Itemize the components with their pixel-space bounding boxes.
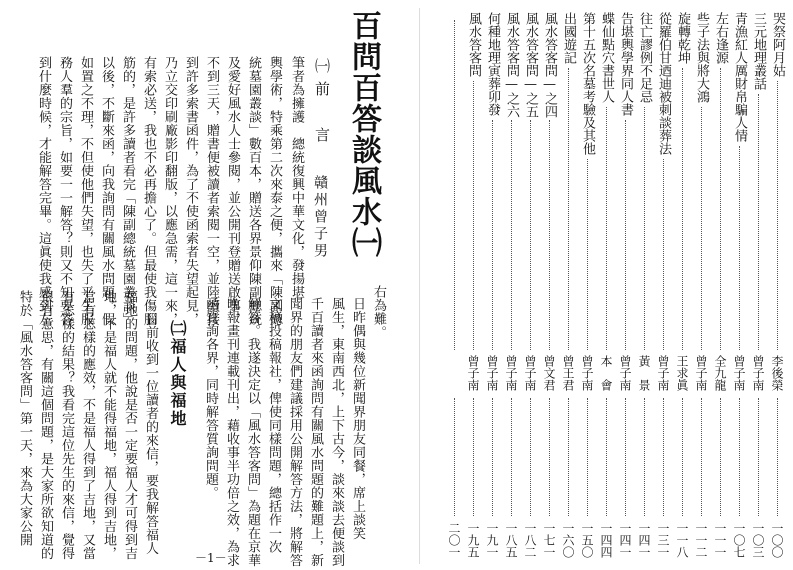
- toc-leader-dots: [568, 68, 569, 350]
- toc-entry-page: 一四一: [618, 522, 632, 558]
- toc-entry-author: 曾子南: [732, 355, 746, 391]
- toc-entry-page: 一三一: [656, 522, 670, 558]
- preface-line: 文稿投稿報社，俾使同樣問題，總括作一次: [266, 297, 281, 554]
- toc-entry-author: 曾文君: [542, 355, 556, 391]
- page-number: －1－: [195, 551, 227, 565]
- preface-line: 晚報畫刊連載刊出，藉收事半功倍之效，為求: [224, 297, 239, 567]
- section2-heading: ㈡福人與福地: [168, 320, 187, 428]
- toc-leader-dots: [701, 398, 702, 516]
- toc-leader-dots: [720, 398, 721, 516]
- toc-entry-title: 第十五次名墓考驗及其他: [580, 12, 595, 155]
- toc-entry-author: 曾子南: [751, 355, 765, 391]
- toc-leader-dots: [682, 68, 683, 350]
- preface-line: 不到三天，贈書便被讀者索閱一空，並陸續接: [204, 56, 219, 326]
- book-volume: ㈠: [346, 227, 381, 258]
- toc-leader-dots: [530, 398, 531, 516]
- toc-leader-dots: [739, 398, 740, 516]
- toc-entry-title: 往亡謬例不足忌: [637, 12, 652, 103]
- toc-entry-title: 左右逢源: [713, 12, 728, 64]
- preface-line: 如置之不理，不但使他們失望，也失了平生服: [78, 56, 93, 326]
- toc-entry-author: 曾子南: [523, 355, 537, 391]
- toc-entry-title: 旋轉乾坤: [675, 12, 690, 64]
- toc-entry-author: 全九龍: [713, 355, 727, 391]
- preface-line: 到許多索書函件，為了不使函索者失望起見，: [183, 56, 198, 326]
- toc-leader-dots: [473, 81, 474, 350]
- toc-entry-title: 三元地理叢話: [751, 12, 766, 90]
- book-author: 贛州曾子男: [312, 175, 328, 260]
- toc-leader-dots: [492, 398, 493, 516]
- preface-line: 日昨偶與幾位新聞界朋友同餐，席上談笑: [350, 297, 365, 540]
- toc-entry-author: 曾子南: [618, 355, 632, 391]
- toc-leader-dots: [663, 398, 664, 516]
- section2-line: 日前收到一位讀者的來信，要我解答福人: [143, 312, 158, 555]
- toc-entry-author: 曾子南: [694, 355, 708, 391]
- toc-leader-dots: [473, 398, 474, 516]
- toc-entry-page: 一〇〇: [770, 522, 784, 558]
- toc-entry-page: 一四一: [637, 522, 651, 558]
- toc-entry-title: 何種地理寅葬卯發: [485, 12, 500, 116]
- toc-entry-page: 一七一: [542, 522, 556, 558]
- toc-entry-title: 從羅伯甘迺迪被刺談葬法: [656, 12, 671, 155]
- toc-leader-dots: [663, 159, 664, 350]
- toc-entry-page: 一八五: [504, 522, 518, 558]
- toc-entry-title: 風水答客問—之四: [542, 12, 557, 118]
- toc-entry-page: 一〇七: [732, 522, 746, 558]
- preface-line: 乃立交印刷廠影印翻版，以應急需，這一來，: [162, 56, 177, 326]
- toc-entry-page: 一四四: [599, 522, 613, 558]
- toc-entry-title: 蝶仙點穴書世人: [599, 12, 614, 103]
- toc-leader-dots: [625, 398, 626, 516]
- toc-leader-dots: [454, 398, 455, 516]
- toc-entry-page: 一九一: [485, 522, 499, 558]
- preface-line: 務人羣的宗旨，如要一一解答？則又不知要答: [57, 56, 72, 326]
- toc-leader-dots: [530, 120, 531, 350]
- book-title-text: 百問百答談風水: [346, 10, 381, 227]
- toc-entry-author: 李後榮: [770, 355, 784, 391]
- section2-line: 有怎樣的結果？我看完這位先生的來信，覺得: [59, 290, 74, 560]
- preface-line: 筋的，是許多讀者看完「陳副總統墓園叢談」: [120, 56, 135, 326]
- preface-line: 千百讀者來函詢問有關風水問題的難題上，新: [308, 297, 323, 567]
- toc-leader-dots: [777, 398, 778, 516]
- preface-line: 有索必送，我也不必再擔心了。但最使我傷腦: [141, 56, 156, 326]
- toc-entry-page: 一八二: [523, 522, 537, 558]
- section2-line: 地，不是福人就不能得福地，福人得到吉地，: [101, 290, 116, 560]
- preface-line: 以後，不斷來函，向我詢問有關風水問題，假: [99, 56, 114, 326]
- toc-entry-page: 二〇一: [447, 522, 461, 558]
- preface-line: 筆者為擁護 總統復興中華文化，發揚堪: [289, 56, 304, 299]
- toc-leader-dots: [644, 107, 645, 350]
- toc-entry-author: 曾子南: [485, 355, 499, 391]
- preface-line: 聞界的朋友們建議採用公開解答方法，將解答: [287, 297, 302, 567]
- preface-line: 函質詢各界，同時解答質詢問題。: [203, 297, 218, 500]
- toc-entry-page: 一一二: [694, 522, 708, 558]
- toc-entry-page: 一九五: [466, 522, 480, 558]
- preface-line: 到什麼時候，才能解答完畢。這眞使我感到左: [36, 56, 51, 326]
- section2-line: 很有意思，有關這個問題，是大家所欲知道的: [38, 290, 53, 560]
- toc-leader-dots: [625, 120, 626, 350]
- preface-heading: ㈠前 言: [313, 58, 331, 150]
- section2-line: 當有怎樣的應效，不是福人得到了吉地，又當: [80, 290, 95, 560]
- preface-line: 及愛好風水人士參閱，並公開刊登贈送啟事，: [225, 56, 240, 326]
- toc-leader-dots: [568, 398, 569, 516]
- toc-leader-dots: [454, 20, 455, 350]
- preface-line: 右為難。: [371, 285, 386, 339]
- toc-entry-author: 曾子南: [580, 355, 594, 391]
- toc-leader-dots: [701, 107, 702, 350]
- toc-entry-title: 哭祭阿月姑: [770, 12, 785, 77]
- toc-leader-dots: [777, 81, 778, 350]
- preface-line: 輿學術，特乘第二次來泰之便，攜來「陳副總: [267, 56, 282, 326]
- book-title: [346, 10, 381, 258]
- toc-entry-page: 一一八: [675, 522, 689, 558]
- toc-entry-author: 黃 景: [637, 355, 651, 391]
- toc-leader-dots: [739, 146, 740, 350]
- toc-leader-dots: [758, 94, 759, 350]
- section2-line: 特於「風水答客問」第一天，來為大家公開: [17, 290, 32, 547]
- toc-leader-dots: [758, 398, 759, 516]
- section2-line: 福地的問題，他說是否一定要福人才可得到吉: [122, 290, 137, 560]
- toc-entry-title: 青漁紅人厲財帛騙人情: [732, 12, 747, 142]
- toc-leader-dots: [587, 159, 588, 350]
- preface-line: 風生，東南西北，上下古今，談來談去便談到: [329, 297, 344, 567]
- toc-entry-page: 一〇三: [751, 522, 765, 558]
- preface-line: 統墓園叢談」數百本，贈送各界景仰陳副總統: [246, 56, 261, 326]
- toc-leader-dots: [720, 68, 721, 350]
- toc-leader-dots: [682, 398, 683, 516]
- toc-entry-author: 王求眞: [675, 355, 689, 391]
- toc-entry-author: 曾子南: [504, 355, 518, 391]
- toc-entry-page: 一六〇: [561, 522, 575, 558]
- preface-line: 解答。我遂決定以「風水答客問」為題在京華: [245, 297, 260, 567]
- toc-leader-dots: [492, 120, 493, 350]
- toc-entry-author: 曾子南: [656, 355, 670, 391]
- toc-leader-dots: [549, 398, 550, 516]
- toc-entry-title: 風水答客問: [466, 12, 481, 77]
- toc-leader-dots: [606, 107, 607, 350]
- toc-page: [420, 0, 793, 570]
- toc-leader-dots: [606, 398, 607, 516]
- toc-entry-author: 本 會: [599, 355, 613, 391]
- toc-entry-author: 曾王君: [561, 355, 575, 391]
- toc-entry-title: 些子法與將大鴻: [694, 12, 709, 103]
- toc-entry-title: 風水答客問—之五: [523, 12, 538, 118]
- toc-entry-page: 一五〇: [580, 522, 594, 558]
- toc-leader-dots: [644, 398, 645, 516]
- toc-entry-author: 曾子南: [466, 355, 480, 391]
- toc-entry-title: 出國遊記: [561, 12, 576, 64]
- toc-entry-page: 一一一: [713, 522, 727, 558]
- toc-leader-dots: [587, 398, 588, 516]
- toc-entry-title: 風水答客問—之六: [504, 12, 519, 118]
- toc-leader-dots: [549, 120, 550, 350]
- toc-leader-dots: [511, 398, 512, 516]
- toc-leader-dots: [511, 120, 512, 350]
- toc-entry-title: 告堪輿學界同人書: [618, 12, 633, 116]
